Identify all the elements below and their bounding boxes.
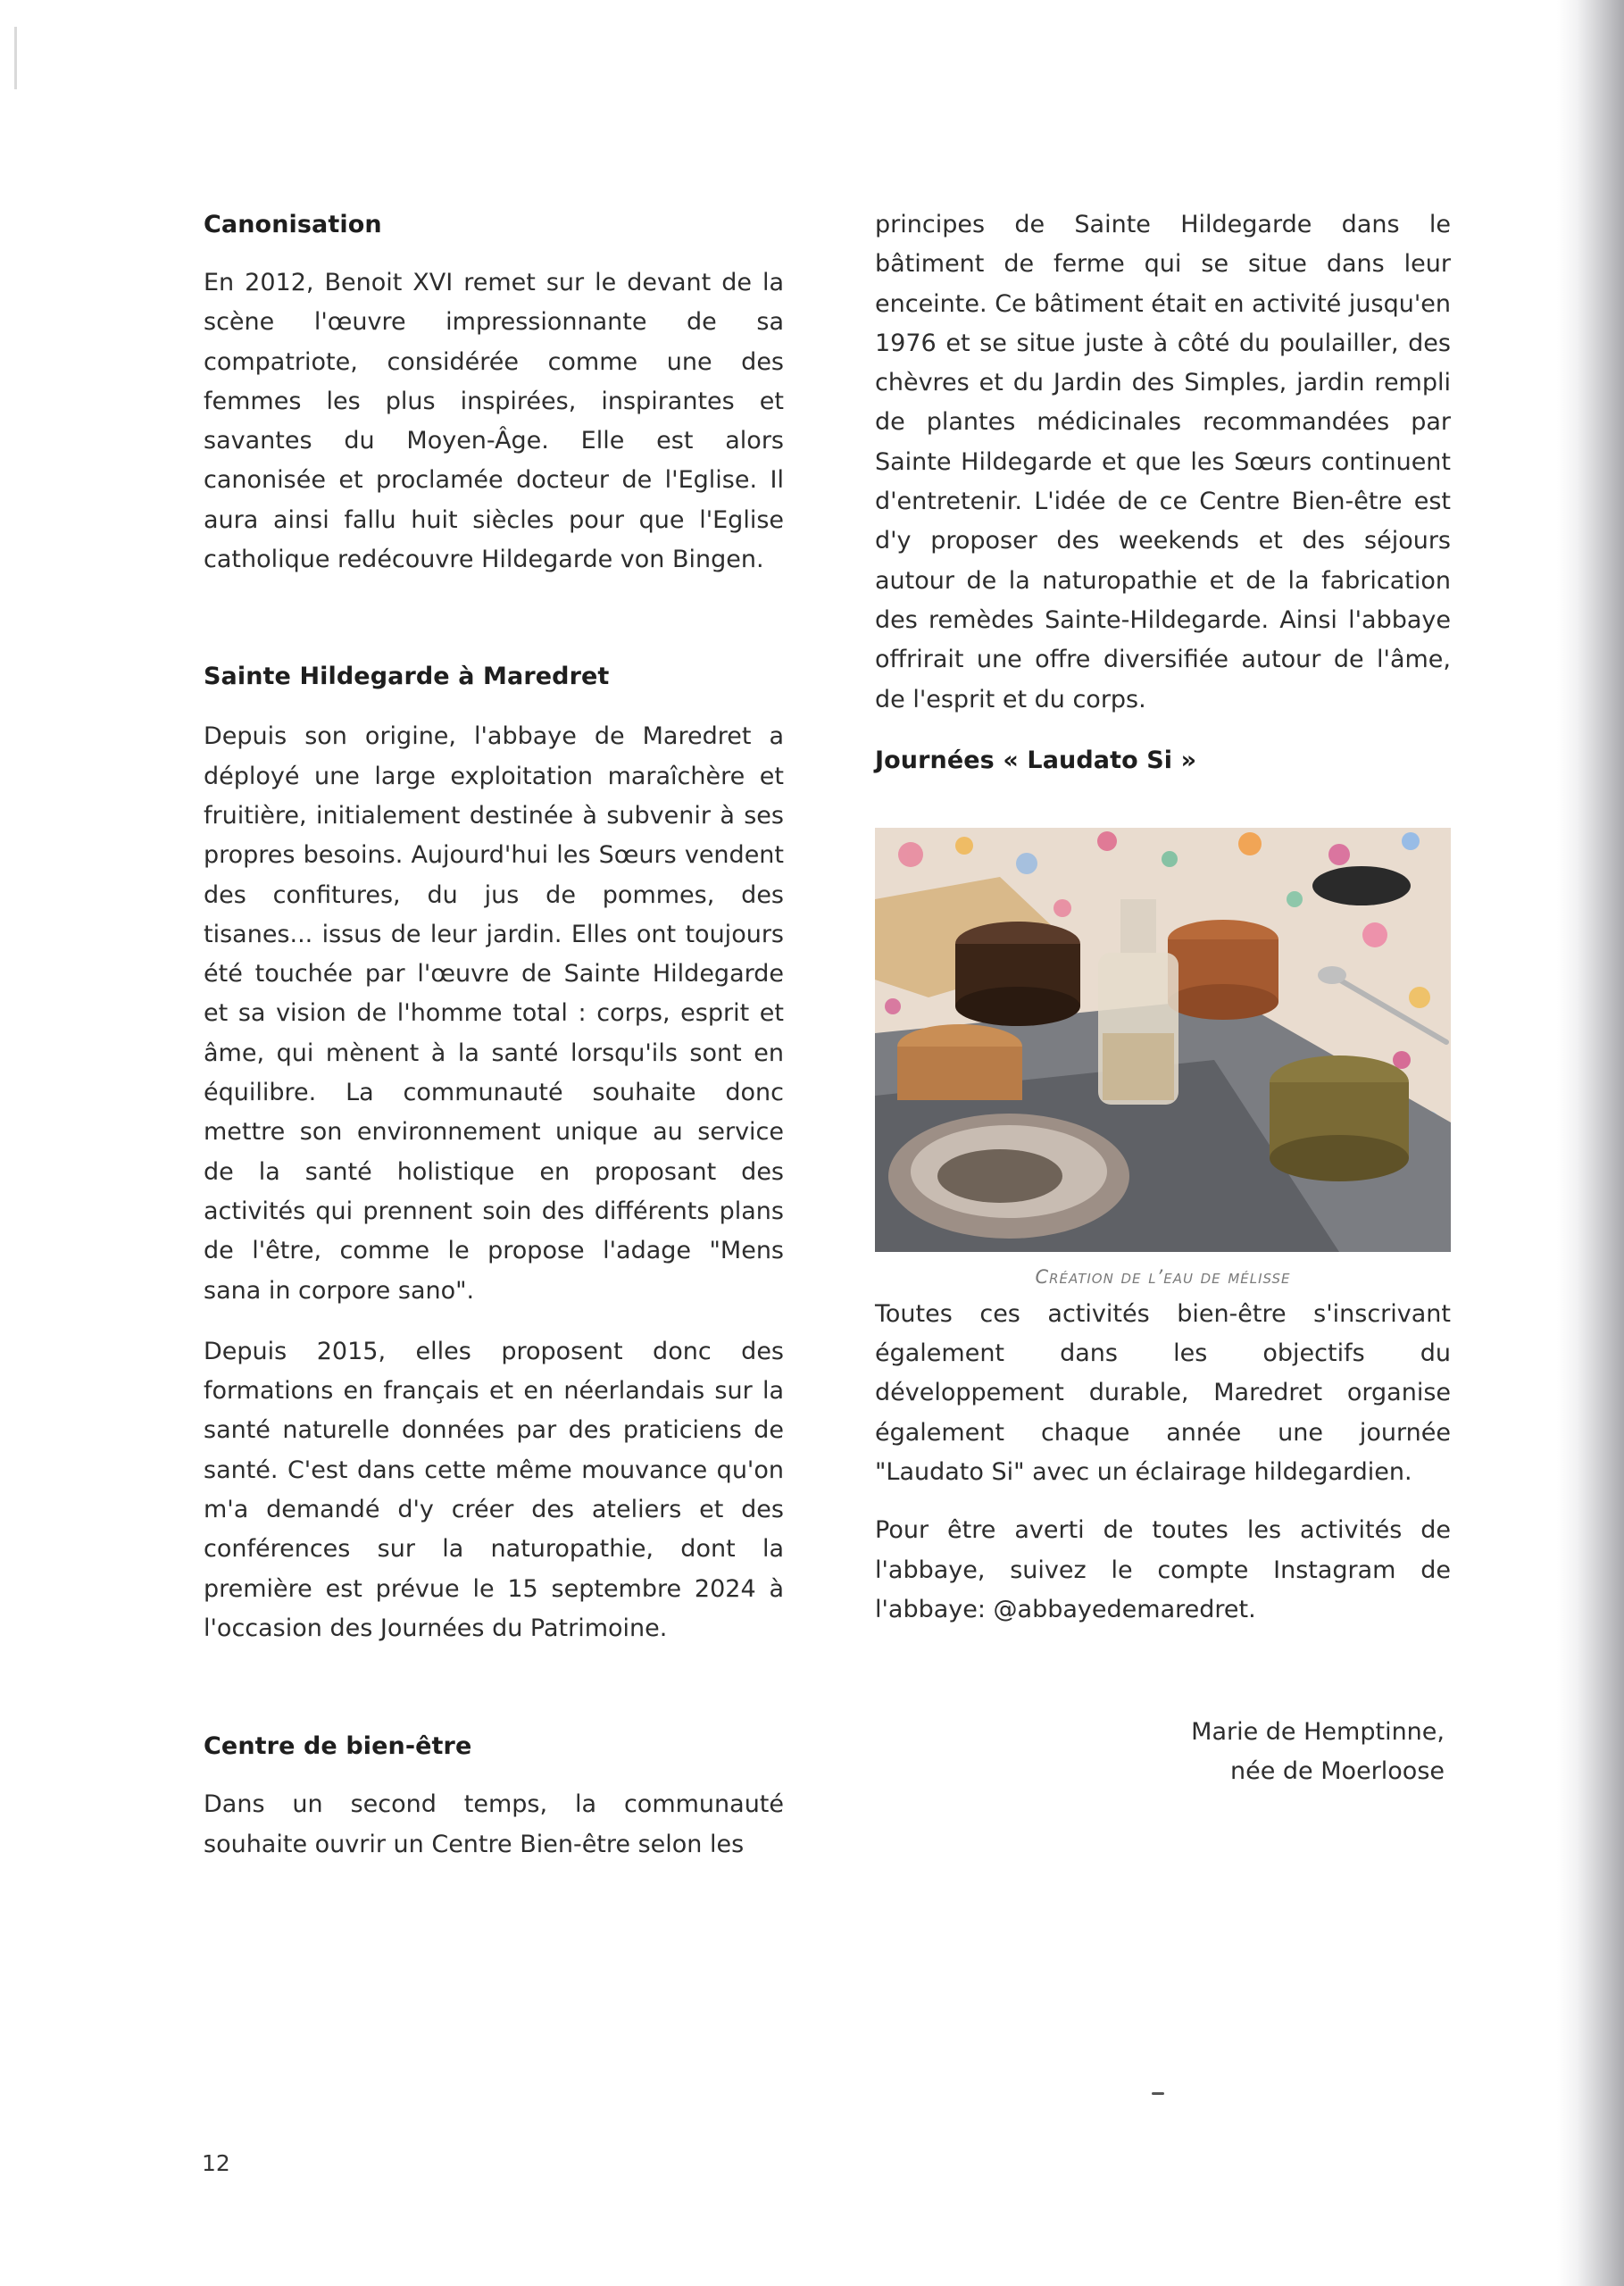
paragraph-canonisation: En 2012, Benoit XVI remet sur le devant de la scène l'œuvre impressionnante de sa compatriote, considérée comme une des femmes les plus inspirées, inspirantes et savantes du Moyen-Âge. Elle est alors canonisée et proclamée docteur de l'Eglise. Il aura ainsi fallu huit siècles pour que l'Eglise catholique redécouvre Hildegarde von Bingen.	[204, 269, 784, 574]
scan-edge-mark	[14, 27, 17, 89]
heading-centre-bien-etre: Centre de bien-être	[204, 1732, 472, 1761]
page-number: 12	[202, 2150, 230, 2176]
paragraph-laudato: Toutes ces activités bien-être s'inscrivant également dans les objectifs du développement durable, Maredret organise également chaque année une journée "Laudato Si" avec un éclairage hildegardien.	[875, 1299, 1451, 1487]
paragraph-instagram: Pour être averti de toutes les activités de l'abbaye, suivez le compte Instagram de l'abbaye: @abbayedemaredret.	[875, 1516, 1451, 1623]
paragraph-centre-continued: principes de Sainte Hildegarde dans le bâtiment de ferme qui se situe dans leur enceinte. Ce bâtiment était en activité jusqu'en 1976 et se situe juste à côté du poulailler, des chèvres et du Jardin des Simples, jardin rempli de plantes médicinales recommandées par Sainte Hildegarde et que les Sœurs continuent d'entretenir. L'idée de ce Centre Bien-être est d'y proposer des weekends et des séjours autour de la naturopathie et de la fabrication des remèdes Sainte-Hildegarde. Ainsi l'abbaye offrirait une offre diversifiée autour de l'âme, de l'esprit et du corps.	[875, 211, 1451, 713]
heading-laudato-si: Journées « Laudato Si »	[875, 746, 1197, 774]
photo-eau-de-melisse	[875, 828, 1451, 1252]
author-maiden-name: née de Moerloose	[1230, 1757, 1445, 1785]
page-binding-shadow	[1557, 0, 1624, 2286]
author-name: Marie de Hemptinne,	[1191, 1718, 1445, 1746]
paragraph-centre: Dans un second temps, la communauté souhaite ouvrir un Centre Bien-être selon les	[204, 1790, 784, 1858]
heading-maredret: Sainte Hildegarde à Maredret	[204, 663, 610, 691]
photo-caption: Création de l’eau de mélisse	[1035, 1265, 1291, 1288]
heading-canonisation: Canonisation	[204, 211, 382, 238]
author-signature	[1161, 1713, 1445, 1791]
scan-speck	[1152, 2092, 1164, 2095]
right-column	[875, 179, 1451, 1630]
paragraph-maredret-1: Depuis son origine, l'abbaye de Maredret a déployé une large exploitation maraîchère et fruitière, initialement destinée à subvenir à ses propres besoins. Aujourd'hui les Sœurs vendent des confitures, du jus de pommes, des tisanes... issus de leur jardin. Elles ont toujours été touchée par l'œuvre de Sainte Hildegarde et sa vision de l'homme total : corps, esprit et âme, qui mènent à la santé lorsqu'ils sont en équilibre. La communauté souhaite donc mettre son environnement unique au service de la santé holistique en proposant des activités qui prennent soin des différents plans de l'être, comme le propose l'adage "Mens sana in corpore sano".	[204, 722, 784, 1305]
left-column	[204, 179, 784, 1865]
paragraph-maredret-2: Depuis 2015, elles proposent donc des formations en français et en néerlandais sur la santé naturelle données par des praticiens de santé. C'est dans cette même mouvance qu'on m'a demandé d'y créer des ateliers et des conférences sur la naturopathie, dont la première est prévue le 15 septembre 2024 à l'occasion des Journées du Patrimoine.	[204, 1337, 784, 1642]
